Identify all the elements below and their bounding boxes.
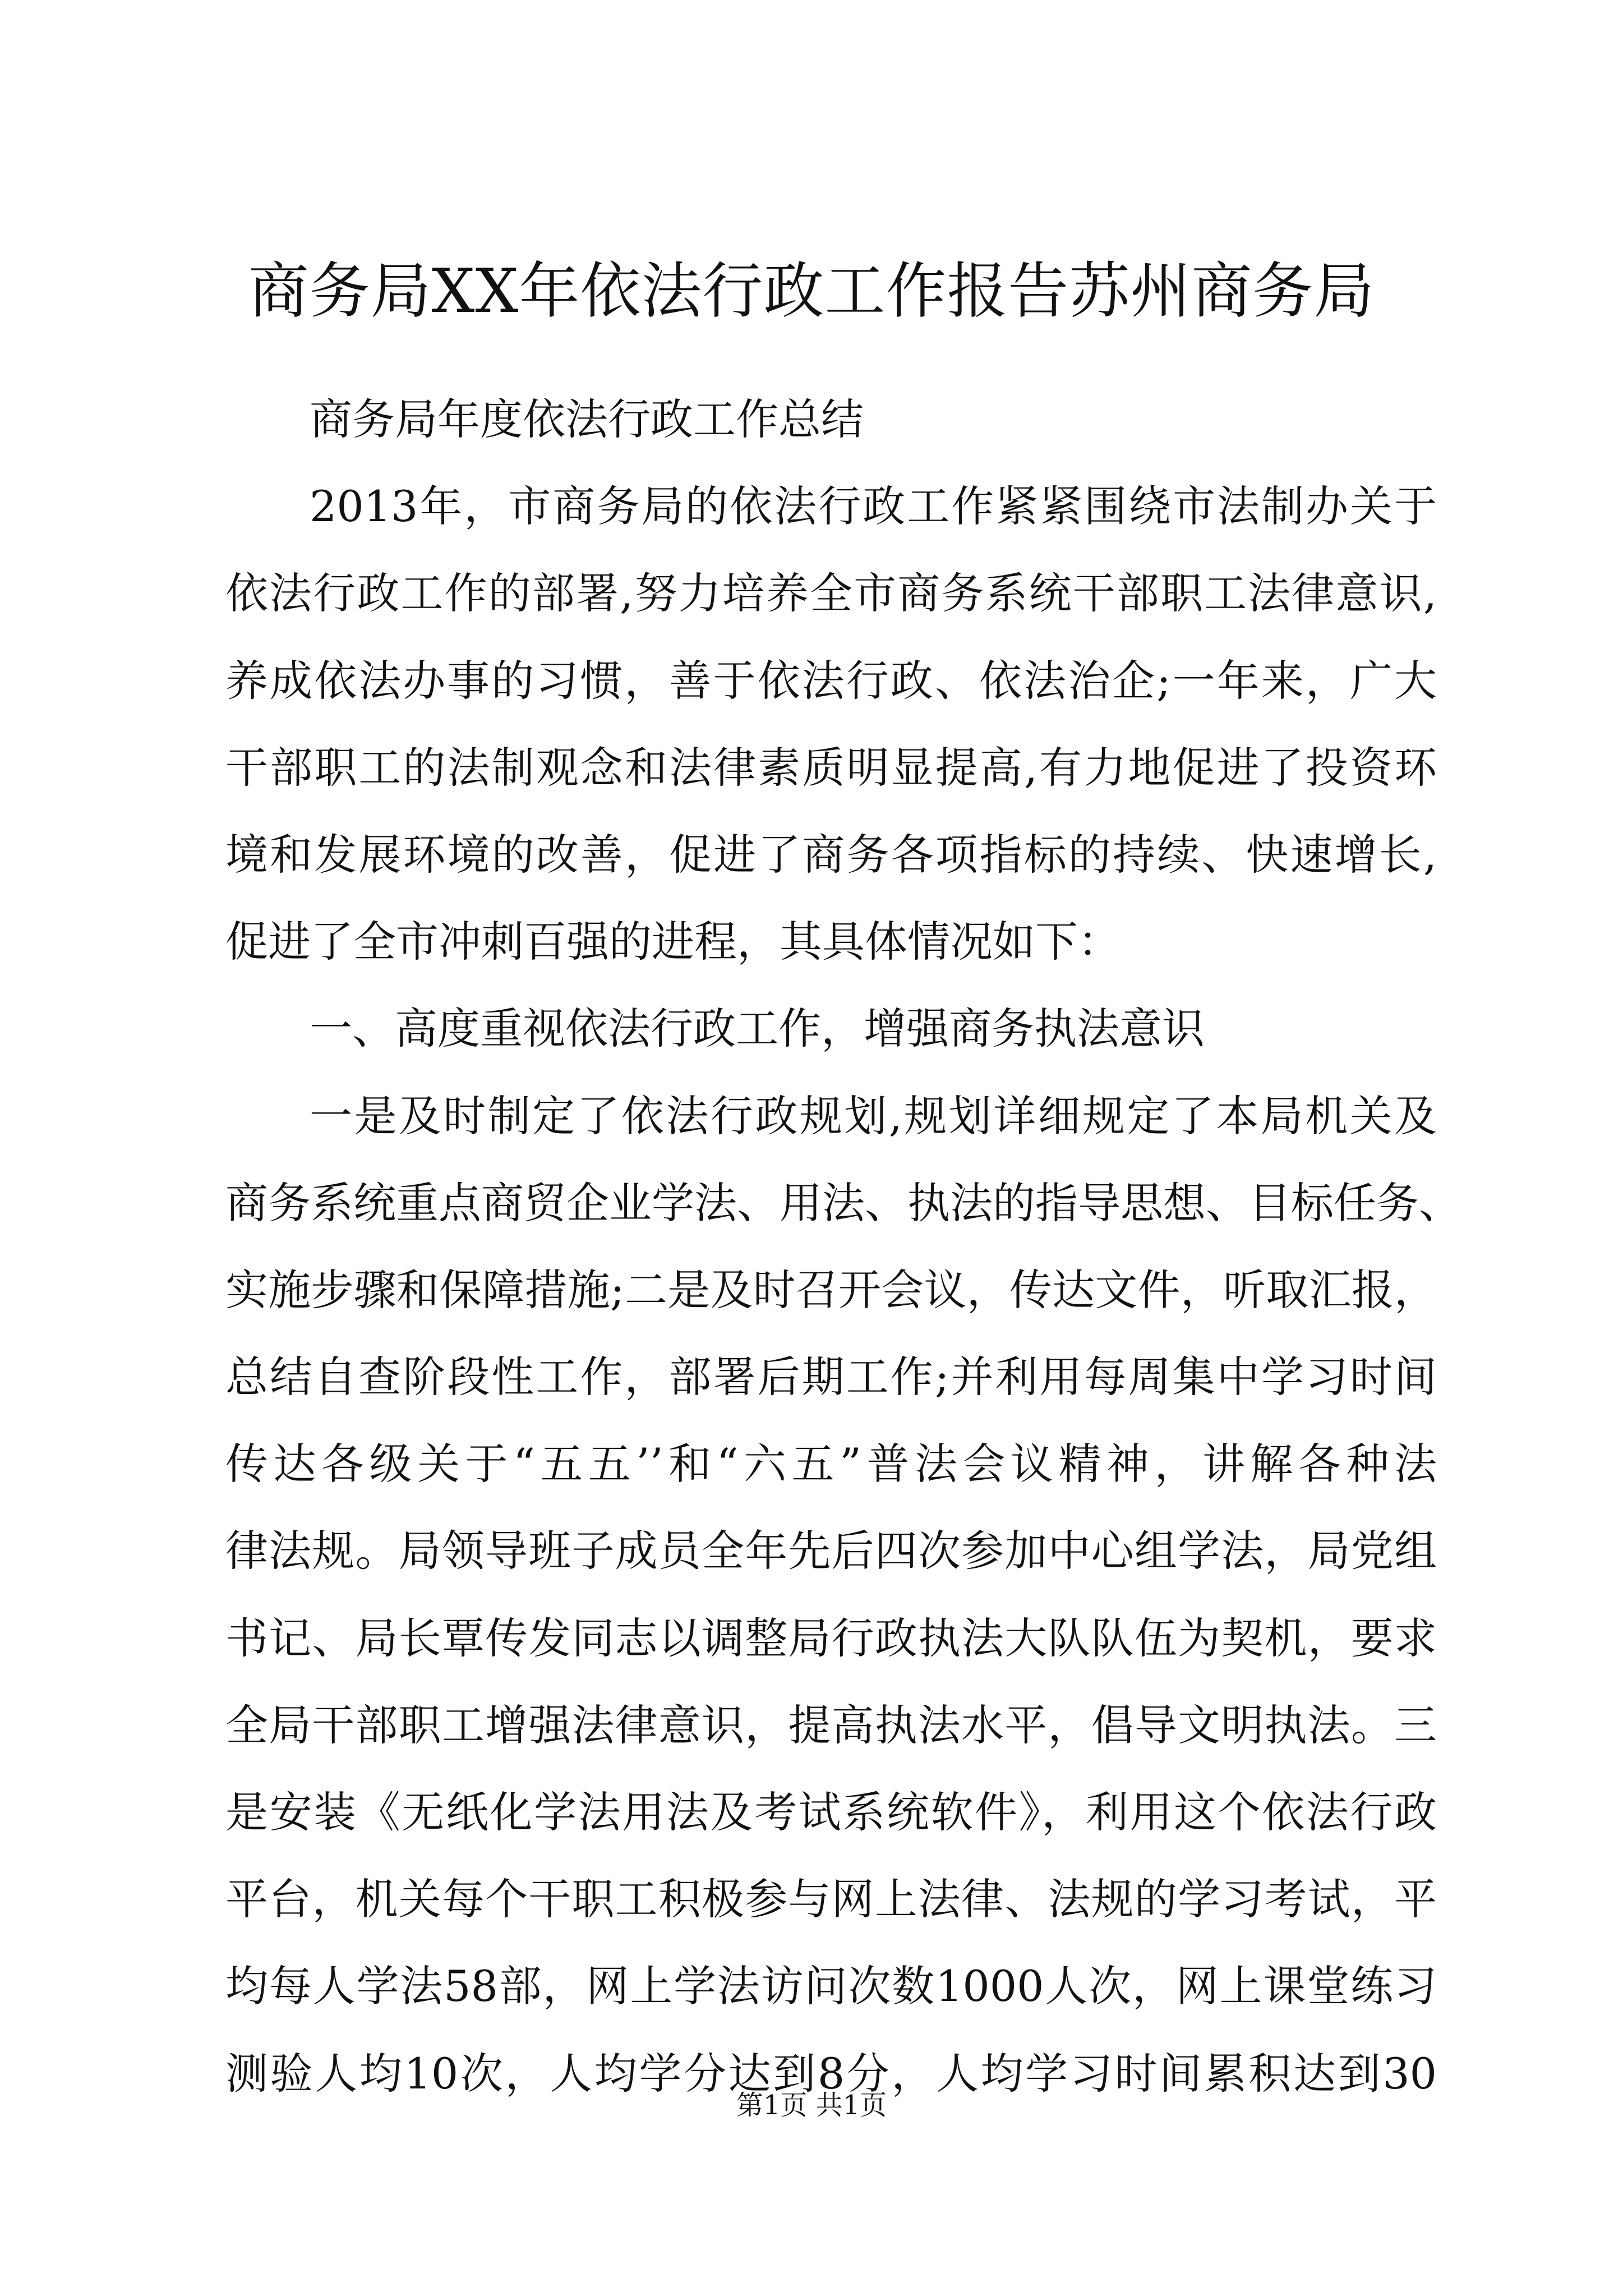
document-title: 商务局XX年依法行政工作报告苏州商务局 <box>248 256 1375 326</box>
paragraph-line: 2013年，市商务局的依法行政工作紧紧围绕市法制办关于 <box>310 481 1437 532</box>
page-footer: 第1页 共1页 <box>736 2090 887 2121</box>
paragraph-line: 一是及时制定了依法行政规划,规划详细规定了本局机关及 <box>310 1091 1437 1141</box>
paragraph-line: 实施步骤和保障措施;二是及时召开会议，传达文件，听取汇报， <box>225 1264 1437 1315</box>
document-body <box>225 376 1461 2117</box>
paragraph-line: 是安装《无纸化学法用法及考试系统软件》，利用这个依法行政 <box>225 1787 1437 1837</box>
paragraph-line: 律法规。局领导班子成员全年先后四次参加中心组学法，局党组 <box>225 1526 1437 1576</box>
paragraph-line: 全局干部职工增强法律意识，提高执法水平，倡导文明执法。三 <box>225 1700 1437 1750</box>
paragraph-line: 商务系统重点商贸企业学法、用法、执法的指导思想、目标任务、 <box>225 1177 1461 1228</box>
paragraph-line: 养成依法办事的习惯，善于依法行政、依法治企;一年来，广大 <box>225 655 1437 706</box>
paragraph-line: 总结自查阶段性工作，部署后期工作;并利用每周集中学习时间 <box>225 1352 1437 1402</box>
paragraph-line: 传达各级关于“五五’’和“六五”普法会议精神，讲解各种法 <box>225 1439 1437 1489</box>
paragraph-line: 测验人均10次，人均学分达到8分，人均学习时间累积达到30 <box>225 2048 1437 2099</box>
section-heading: 一、高度重视依法行政工作，增强商务执法意识 <box>310 1004 1205 1054</box>
paragraph-line: 依法行政工作的部署,努力培养全市商务系统干部职工法律意识, <box>225 568 1437 619</box>
paragraph-line: 均每人学法58部，网上学法访问次数1000人次，网上课堂练习 <box>225 1961 1437 2012</box>
subtitle-line: 商务局年度依法行政工作总结 <box>310 394 864 444</box>
paragraph-line: 平台，机关每个干职工积极参与网上法律、法规的学习考试，平 <box>225 1874 1437 1925</box>
paragraph-line: 促进了全市冲刺百强的进程，其具体情况如下： <box>225 917 1121 967</box>
paragraph-line: 书记、局长覃传发同志以调整局行政执法大队队伍为契机，要求 <box>225 1613 1437 1663</box>
paragraph-line: 境和发展环境的改善，促进了商务各项指标的持续、快速增长, <box>225 829 1437 880</box>
paragraph-line: 干部职工的法制观念和法律素质明显提高,有力地促进了投资环 <box>225 742 1437 793</box>
